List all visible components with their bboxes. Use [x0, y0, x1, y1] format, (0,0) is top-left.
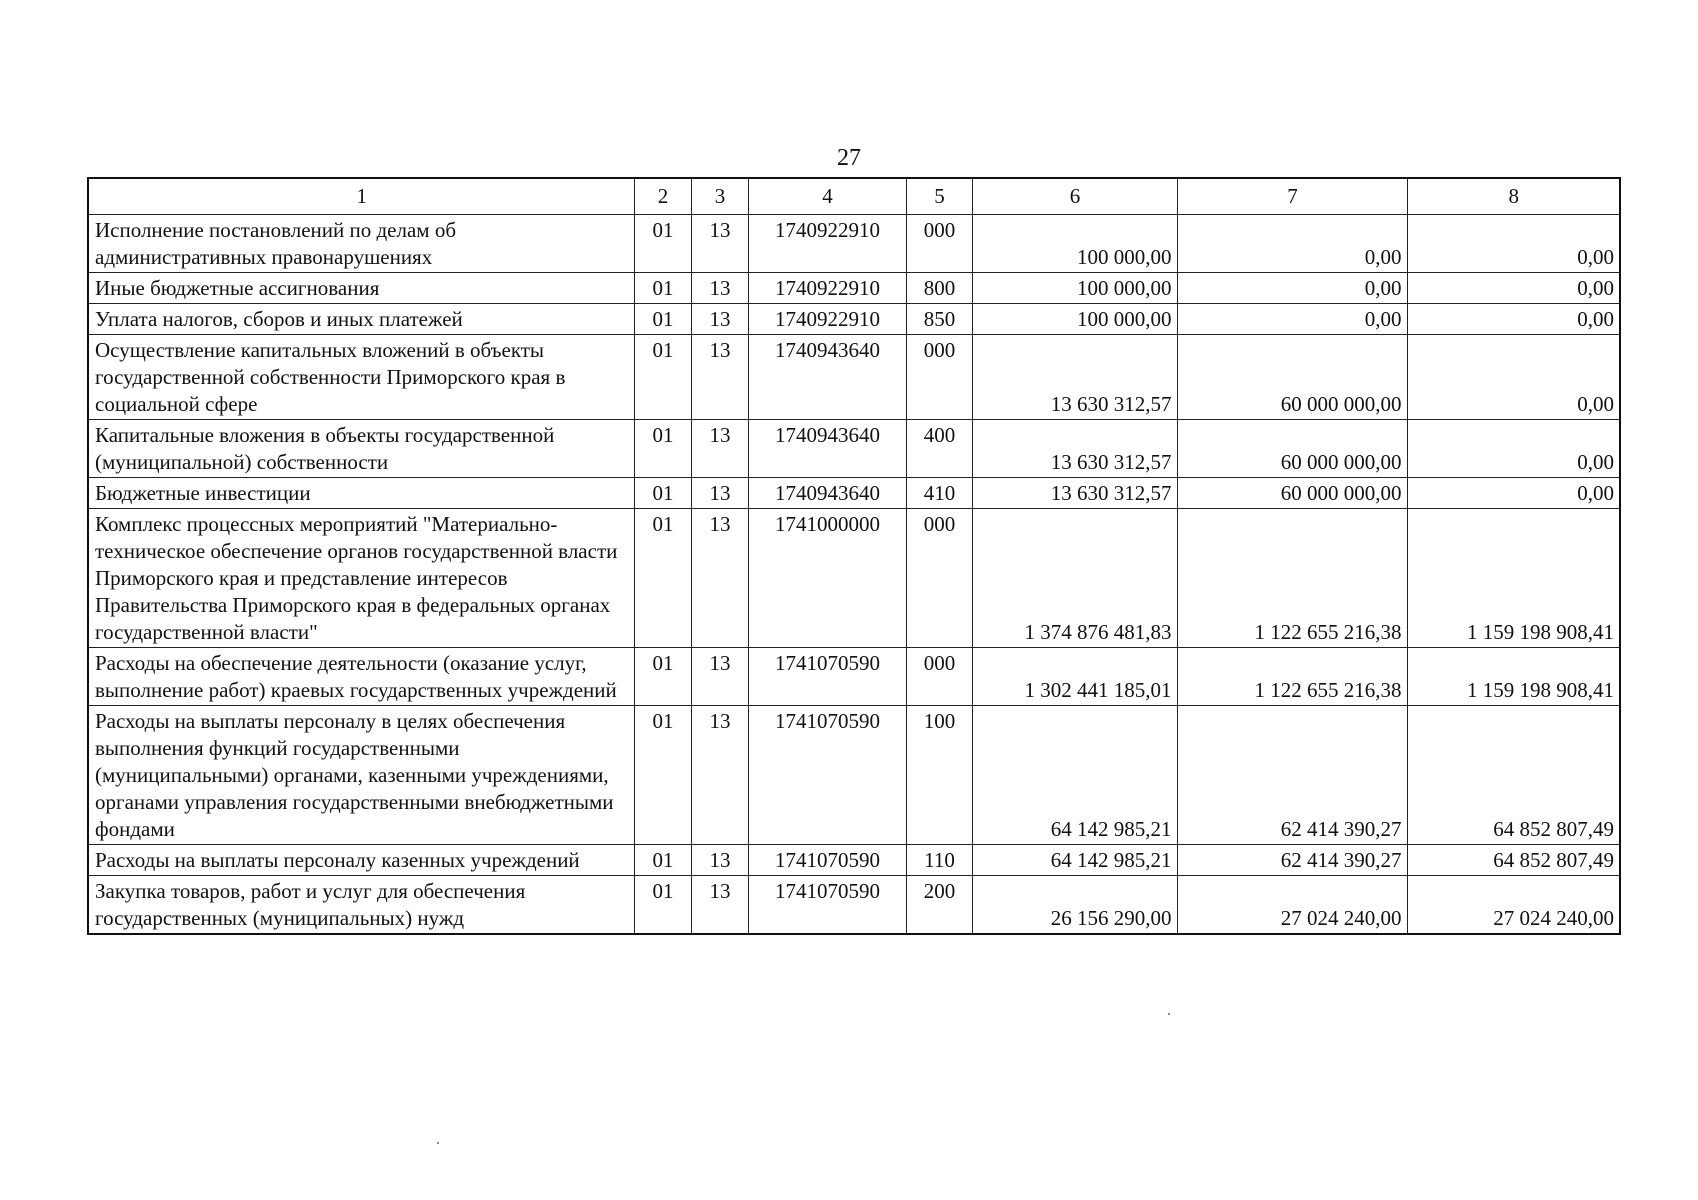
table-row [88, 420, 1620, 478]
column-header: 1 [88, 178, 634, 215]
item-name-cell: Закупка товаров, работ и услуг для обеспечения государственных (муниципальных) нужд [88, 876, 634, 935]
table-row [88, 648, 1620, 706]
target-article-cell: 1740943640 [748, 478, 906, 509]
amount-col7-cell: 0,00 [1177, 273, 1407, 304]
target-article-cell: 1741070590 [748, 648, 906, 706]
amount-col8-cell: 0,00 [1407, 273, 1620, 304]
target-article-cell: 1740922910 [748, 304, 906, 335]
amount-col6-cell: 100 000,00 [972, 273, 1177, 304]
target-article-cell: 1741070590 [748, 845, 906, 876]
amount-col7-cell: 62 414 390,27 [1177, 706, 1407, 845]
amount-col8-cell: 64 852 807,49 [1407, 706, 1620, 845]
amount-col8-cell: 0,00 [1407, 304, 1620, 335]
item-name-cell: Бюджетные инвестиции [88, 478, 634, 509]
expense-type-cell: 110 [906, 845, 972, 876]
expense-type-cell: 410 [906, 478, 972, 509]
item-name-cell: Расходы на выплаты персоналу в целях обеспечения выполнения функций государственными (муниципальными) органами, казенными учреждениями, органами управления государственными внебюджетными фондами [88, 706, 634, 845]
table-row [88, 509, 1620, 648]
section-code-cell: 01 [634, 478, 691, 509]
section-code-cell: 01 [634, 706, 691, 845]
subsection-code-cell: 13 [691, 420, 748, 478]
table-row [88, 478, 1620, 509]
item-name-cell: Уплата налогов, сборов и иных платежей [88, 304, 634, 335]
target-article-cell: 1740943640 [748, 335, 906, 420]
amount-col7-cell: 27 024 240,00 [1177, 876, 1407, 935]
table-row [88, 876, 1620, 935]
table-row [88, 335, 1620, 420]
expense-type-cell: 800 [906, 273, 972, 304]
amount-col8-cell: 1 159 198 908,41 [1407, 509, 1620, 648]
section-code-cell: 01 [634, 215, 691, 273]
item-name-cell: Исполнение постановлений по делам об административных правонарушениях [88, 215, 634, 273]
section-code-cell: 01 [634, 273, 691, 304]
amount-col8-cell: 64 852 807,49 [1407, 845, 1620, 876]
table-row [88, 215, 1620, 273]
column-header: 7 [1177, 178, 1407, 215]
amount-col6-cell: 1 302 441 185,01 [972, 648, 1177, 706]
column-header: 5 [906, 178, 972, 215]
subsection-code-cell: 13 [691, 304, 748, 335]
expense-type-cell: 000 [906, 335, 972, 420]
subsection-code-cell: 13 [691, 478, 748, 509]
section-code-cell: 01 [634, 304, 691, 335]
expense-type-cell: 000 [906, 648, 972, 706]
subsection-code-cell: 13 [691, 876, 748, 935]
item-name-cell: Осуществление капитальных вложений в объекты государственной собственности Приморского края в социальной сфере [88, 335, 634, 420]
scan-speck [437, 1142, 439, 1144]
amount-col8-cell: 0,00 [1407, 420, 1620, 478]
target-article-cell: 1741070590 [748, 706, 906, 845]
subsection-code-cell: 13 [691, 706, 748, 845]
section-code-cell: 01 [634, 845, 691, 876]
column-header: 4 [748, 178, 906, 215]
subsection-code-cell: 13 [691, 273, 748, 304]
target-article-cell: 1741000000 [748, 509, 906, 648]
amount-col6-cell: 100 000,00 [972, 215, 1177, 273]
table-row [88, 706, 1620, 845]
section-code-cell: 01 [634, 648, 691, 706]
subsection-code-cell: 13 [691, 845, 748, 876]
column-header: 8 [1407, 178, 1620, 215]
amount-col6-cell: 64 142 985,21 [972, 706, 1177, 845]
amount-col8-cell: 0,00 [1407, 335, 1620, 420]
table-row [88, 304, 1620, 335]
amount-col8-cell: 27 024 240,00 [1407, 876, 1620, 935]
section-code-cell: 01 [634, 876, 691, 935]
subsection-code-cell: 13 [691, 335, 748, 420]
item-name-cell: Комплекс процессных мероприятий "Материально-техническое обеспечение органов государственной власти Приморского края и представление интересов Правительства Приморского края в федеральных органах государственной власти" [88, 509, 634, 648]
subsection-code-cell: 13 [691, 509, 748, 648]
expense-type-cell: 200 [906, 876, 972, 935]
expense-type-cell: 400 [906, 420, 972, 478]
amount-col6-cell: 100 000,00 [972, 304, 1177, 335]
amount-col7-cell: 62 414 390,27 [1177, 845, 1407, 876]
item-name-cell: Расходы на выплаты персоналу казенных учреждений [88, 845, 634, 876]
subsection-code-cell: 13 [691, 215, 748, 273]
amount-col7-cell: 1 122 655 216,38 [1177, 648, 1407, 706]
amount-col6-cell: 13 630 312,57 [972, 335, 1177, 420]
amount-col7-cell: 60 000 000,00 [1177, 335, 1407, 420]
amount-col8-cell: 0,00 [1407, 215, 1620, 273]
amount-col7-cell: 0,00 [1177, 215, 1407, 273]
column-number-row [88, 178, 1620, 215]
item-name-cell: Расходы на обеспечение деятельности (оказание услуг, выполнение работ) краевых государственных учреждений [88, 648, 634, 706]
expense-type-cell: 850 [906, 304, 972, 335]
section-code-cell: 01 [634, 335, 691, 420]
target-article-cell: 1740922910 [748, 215, 906, 273]
expense-type-cell: 000 [906, 215, 972, 273]
target-article-cell: 1740943640 [748, 420, 906, 478]
expense-type-cell: 000 [906, 509, 972, 648]
page-number: 27 [837, 145, 861, 171]
amount-col7-cell: 1 122 655 216,38 [1177, 509, 1407, 648]
amount-col6-cell: 64 142 985,21 [972, 845, 1177, 876]
target-article-cell: 1740922910 [748, 273, 906, 304]
amount-col7-cell: 60 000 000,00 [1177, 478, 1407, 509]
column-header: 2 [634, 178, 691, 215]
table-row [88, 845, 1620, 876]
section-code-cell: 01 [634, 420, 691, 478]
subsection-code-cell: 13 [691, 648, 748, 706]
amount-col8-cell: 1 159 198 908,41 [1407, 648, 1620, 706]
amount-col7-cell: 0,00 [1177, 304, 1407, 335]
column-header: 3 [691, 178, 748, 215]
item-name-cell: Иные бюджетные ассигнования [88, 273, 634, 304]
amount-col6-cell: 1 374 876 481,83 [972, 509, 1177, 648]
amount-col7-cell: 60 000 000,00 [1177, 420, 1407, 478]
item-name-cell: Капитальные вложения в объекты государственной (муниципальной) собственности [88, 420, 634, 478]
amount-col6-cell: 13 630 312,57 [972, 420, 1177, 478]
expense-type-cell: 100 [906, 706, 972, 845]
budget-table [87, 177, 1621, 935]
column-header: 6 [972, 178, 1177, 215]
amount-col6-cell: 26 156 290,00 [972, 876, 1177, 935]
target-article-cell: 1741070590 [748, 876, 906, 935]
scan-speck [1168, 1013, 1170, 1015]
table-row [88, 273, 1620, 304]
section-code-cell: 01 [634, 509, 691, 648]
amount-col6-cell: 13 630 312,57 [972, 478, 1177, 509]
amount-col8-cell: 0,00 [1407, 478, 1620, 509]
